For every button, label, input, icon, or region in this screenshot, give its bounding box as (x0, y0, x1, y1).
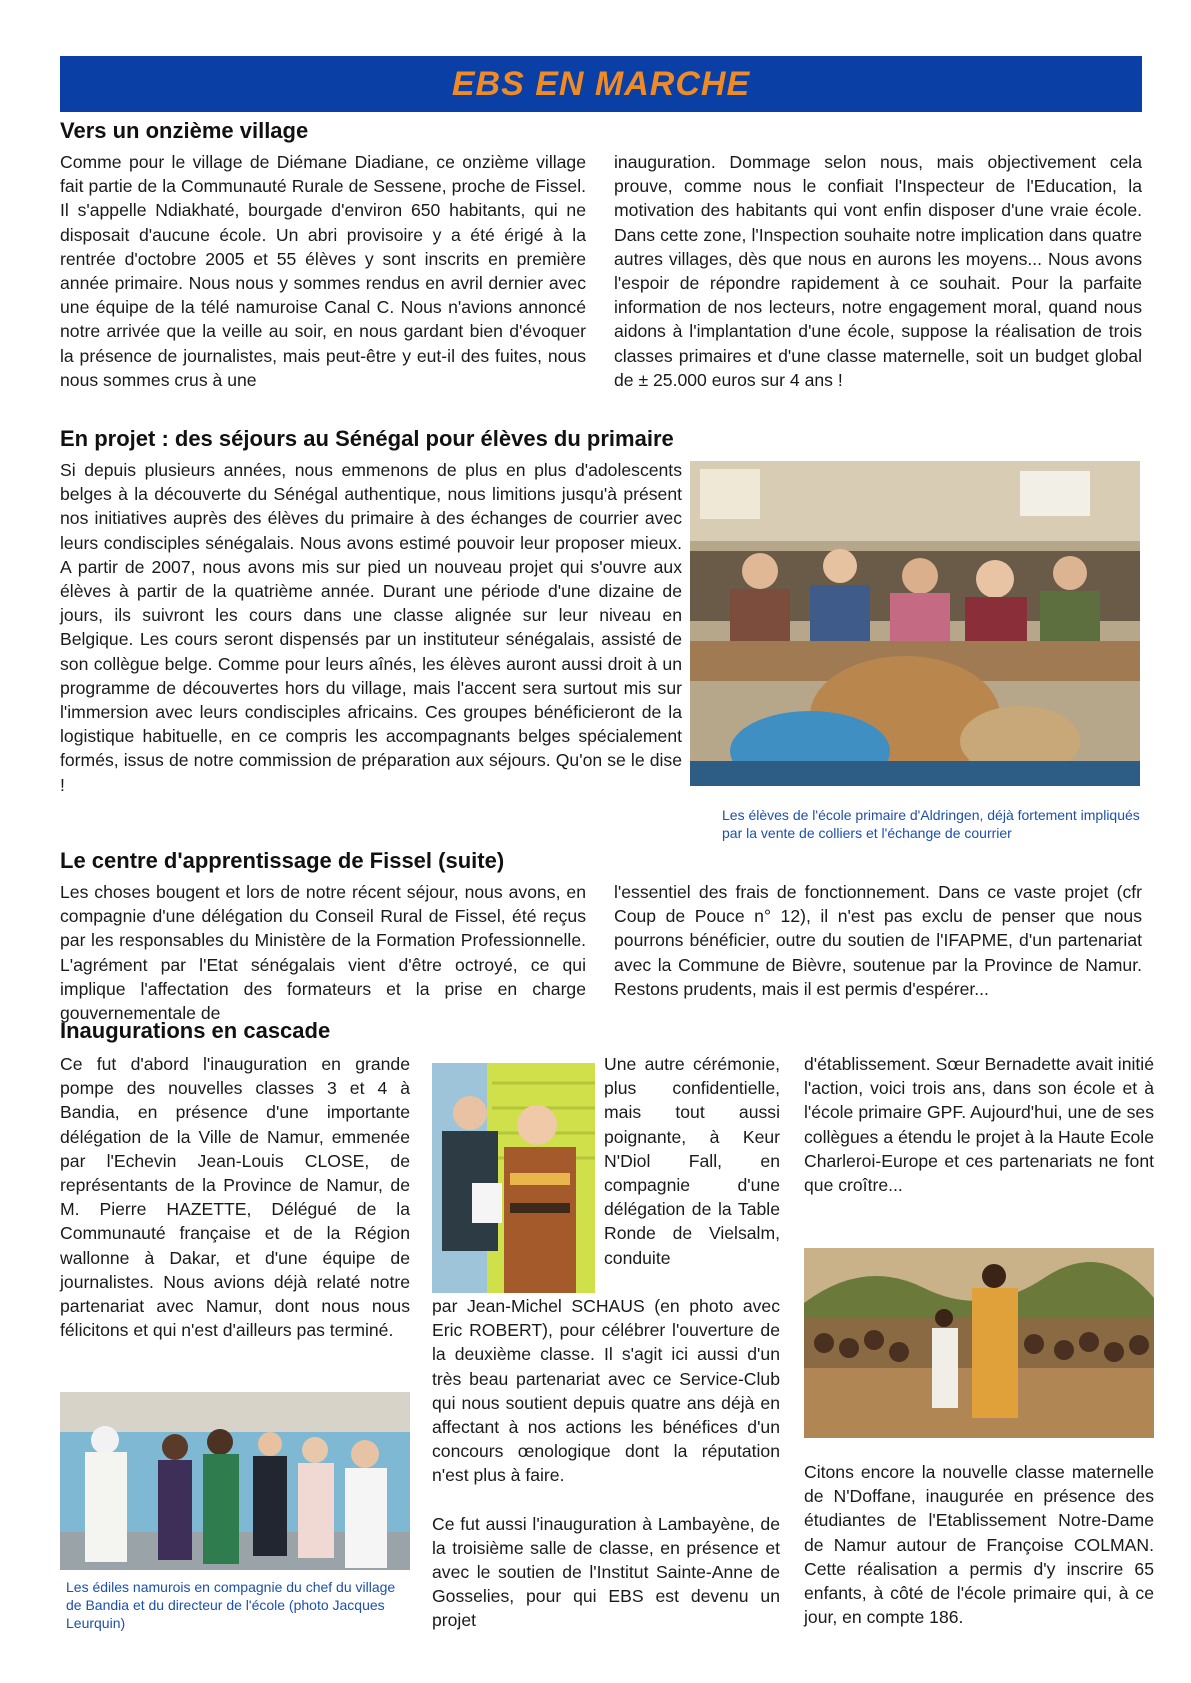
section4-text-col1: Ce fut d'abord l'inauguration en grande pompe des nouvelles classes 3 et 4 à Bandia, en présence d'une importante délégation de la Ville de Namur, emmenée par l'Echevin Jean-Louis CLOSE, de représentants de la Province de Namur, de M. Pierre HAZETTE, Délégué de la Communauté française et de la Région wallonne à Dakar, et d'une équipe de journalistes. Nous avions déjà relaté notre partenariat avec Namur, dont nous nous félicitons et qui n'est d'ailleurs pas terminé. (60, 1054, 410, 1341)
photo-classroom-aldringen (690, 461, 1140, 786)
section4-column-2-top (604, 1052, 780, 1270)
section3-text-right: l'essentiel des frais de fonctionnement. Dans ce vaste projet (cfr Coup de Pouce n° 12), il n'est pas exclu de penser que nous pourrons bénéficier, outre du soutien de l'IFAPME, d'un partenariat avec la Commune de Bièvre, soutenue par la Province de Namur. Restons prudents, mais il est permis d'espérer... (614, 882, 1142, 999)
section3-text-left: Les choses bougent et lors de notre récent séjour, nous avons, en compagnie d'une délégation du Conseil Rural de Fissel, été reçus par les responsables du Ministère de la Formation Professionnelle. L'agrément par l'Etat sénégalais vient d'être octroyé, ce qui implique l'affectation des formateurs et la prise en charge gouvernementale de (60, 882, 586, 1024)
header-banner (60, 56, 1142, 112)
section-title-inaugurations: Inaugurations en cascade (60, 1018, 331, 1043)
section1-column-right (614, 150, 1142, 392)
photo-ndoffane-ceremony (804, 1248, 1154, 1438)
section-title-sejours: En projet : des séjours au Sénégal pour élèves du primaire (60, 426, 674, 451)
photo-bandia-officials (60, 1392, 410, 1570)
section4-column-3-bottom (804, 1460, 1154, 1629)
section4-column-1 (60, 1052, 410, 1342)
section1-text-right: inauguration. Dommage selon nous, mais objectivement cela prouve, comme nous le confiait l'Inspecteur de l'Education, la motivation des habitants qui vont enfin disposer d'une vraie école. Dans cette zone, l'Inspection souhaite notre implication dans quatre autres villages, dès que nous en aurons les moyens... Nous avons l'espoir de répondre rapidement à ce souhait. Pour la parfaite information de nos lecteurs, notre engagement moral, quand nous aidons à l'implantation d'une école, suppose la réalisation de trois classes primaires et d'une classe maternelle, soit un budget global de ± 25.000 euros sur 4 ans ! (614, 152, 1142, 390)
section-title-onzieme-village: Vers un onzième village (60, 118, 309, 143)
section4-column-3-top (804, 1052, 1154, 1197)
section4-text-col2-top: Une autre cérémonie, plus confidentielle, mais tout aussi poignante, à Keur N'Diol Fall, en compagnie d'une délégation de la Table Ronde de Vielsalm, conduite (604, 1054, 780, 1268)
section1-text-left: Comme pour le village de Diémane Diadiane, ce onzième village fait partie de la Communauté Rurale de Sessene, proche de Fissel. Il s'appelle Ndiakhaté, bourgade d'environ 650 habitants, qui ne disposait d'aucune école. Un abri provisoire y a été érigé à la rentrée d'octobre 2005 et 55 élèves y sont inscrits en première année primaire. Nous nous y sommes rendus en avril dernier avec une équipe de la télé namuroise Canal C. Nous n'avions annoncé notre arrivée que la veille au soir, en nous gardant bien d'évoquer la présence de journalistes, mais peut-être y eut-il des fuites, nous nous sommes crus à une (60, 152, 586, 390)
section-title-centre-fissel: Le centre d'apprentissage de Fissel (suite) (60, 848, 505, 873)
section4-text-col3-top: d'établissement. Sœur Bernadette avait initié l'action, voici trois ans, dans son école et à l'école primaire GPF. Aujourd'hui, une de ses collègues a étendu le projet à la Haute Ecole Charleroi-Europe et ces partenariats ne font que croître... (804, 1054, 1154, 1196)
section2-column (60, 458, 682, 797)
caption-bandia-photo: Les édiles namurois en compagnie du chef du village de Bandia et du directeur de l'école (photo Jacques Leurquin) (66, 1579, 396, 1631)
section2-text: Si depuis plusieurs années, nous emmenons de plus en plus d'adolescents belges à la découverte du Sénégal authentique, nous limitions jusqu'à présent nos initiatives auprès des élèves du primaire à des échanges de courrier avec leurs condisciples sénégalais. Nous avons estimé pouvoir leur proposer mieux. A partir de 2007, nous avons mis sur pied un nouveau projet qui s'ouvre aux élèves à partir de la quatrième année. Durant une période d'une dizaine de jours, ils suivront les cours dans une classe alignée sur leur niveau en Belgique. Les cours seront dispensés par un instituteur sénégalais, assisté de son collègue belge. Comme pour leurs aînés, les élèves auront aussi droit à un programme de découvertes hors du village, mais l'accent sera surtout mis sur l'immersion avec leurs condisciples africains. Ces groupes bénéficieront de la logistique habituelle, en ce compris les accompagnants belges spécialement formés, issus de notre commission de préparation aux séjours. Qu'on se le dise ! (60, 460, 682, 795)
section3-column-left (60, 880, 586, 1025)
section4-text-col2-rest: par Jean-Michel SCHAUS (en photo avec Eric ROBERT), pour célébrer l'ouverture de la deuxième classe. Il s'agit ici aussi d'un très beau partenariat avec ce Service-Club qui nous soutient depuis quatre ans déjà en affectant à nos actions les bénéfices d'un concours œnologique dont la réputation n'est plus à faire. (432, 1296, 780, 1486)
section4-column-2 (432, 1294, 780, 1633)
section4-text-col2-para2: Ce fut aussi l'inauguration à Lambayène, de la troisième salle de classe, en présence et avec le soutien de l'Institut Sainte-Anne de Gosselies, pour qui EBS est devenu un projet (432, 1513, 780, 1631)
section1-column-left (60, 150, 586, 392)
section4-text-col3-bottom: Citons encore la nouvelle classe maternelle de N'Doffane, inaugurée en présence des étudiantes de l'Etablissement Notre-Dame de Namur autour de Françoise COLMAN. Cette réalisation a permis d'y inscrire 65 enfants, à côté de l'école primaire qui, à ce jour, en compte 186. (804, 1462, 1154, 1628)
section3-column-right (614, 880, 1142, 1001)
page-title: EBS EN MARCHE (451, 64, 751, 103)
caption-classroom-photo: Les élèves de l'école primaire d'Aldringen, déjà fortement impliqués par la vente de colliers et l'échange de courrier (722, 807, 1140, 841)
photo-keur-ndiol-fall (432, 1063, 595, 1293)
